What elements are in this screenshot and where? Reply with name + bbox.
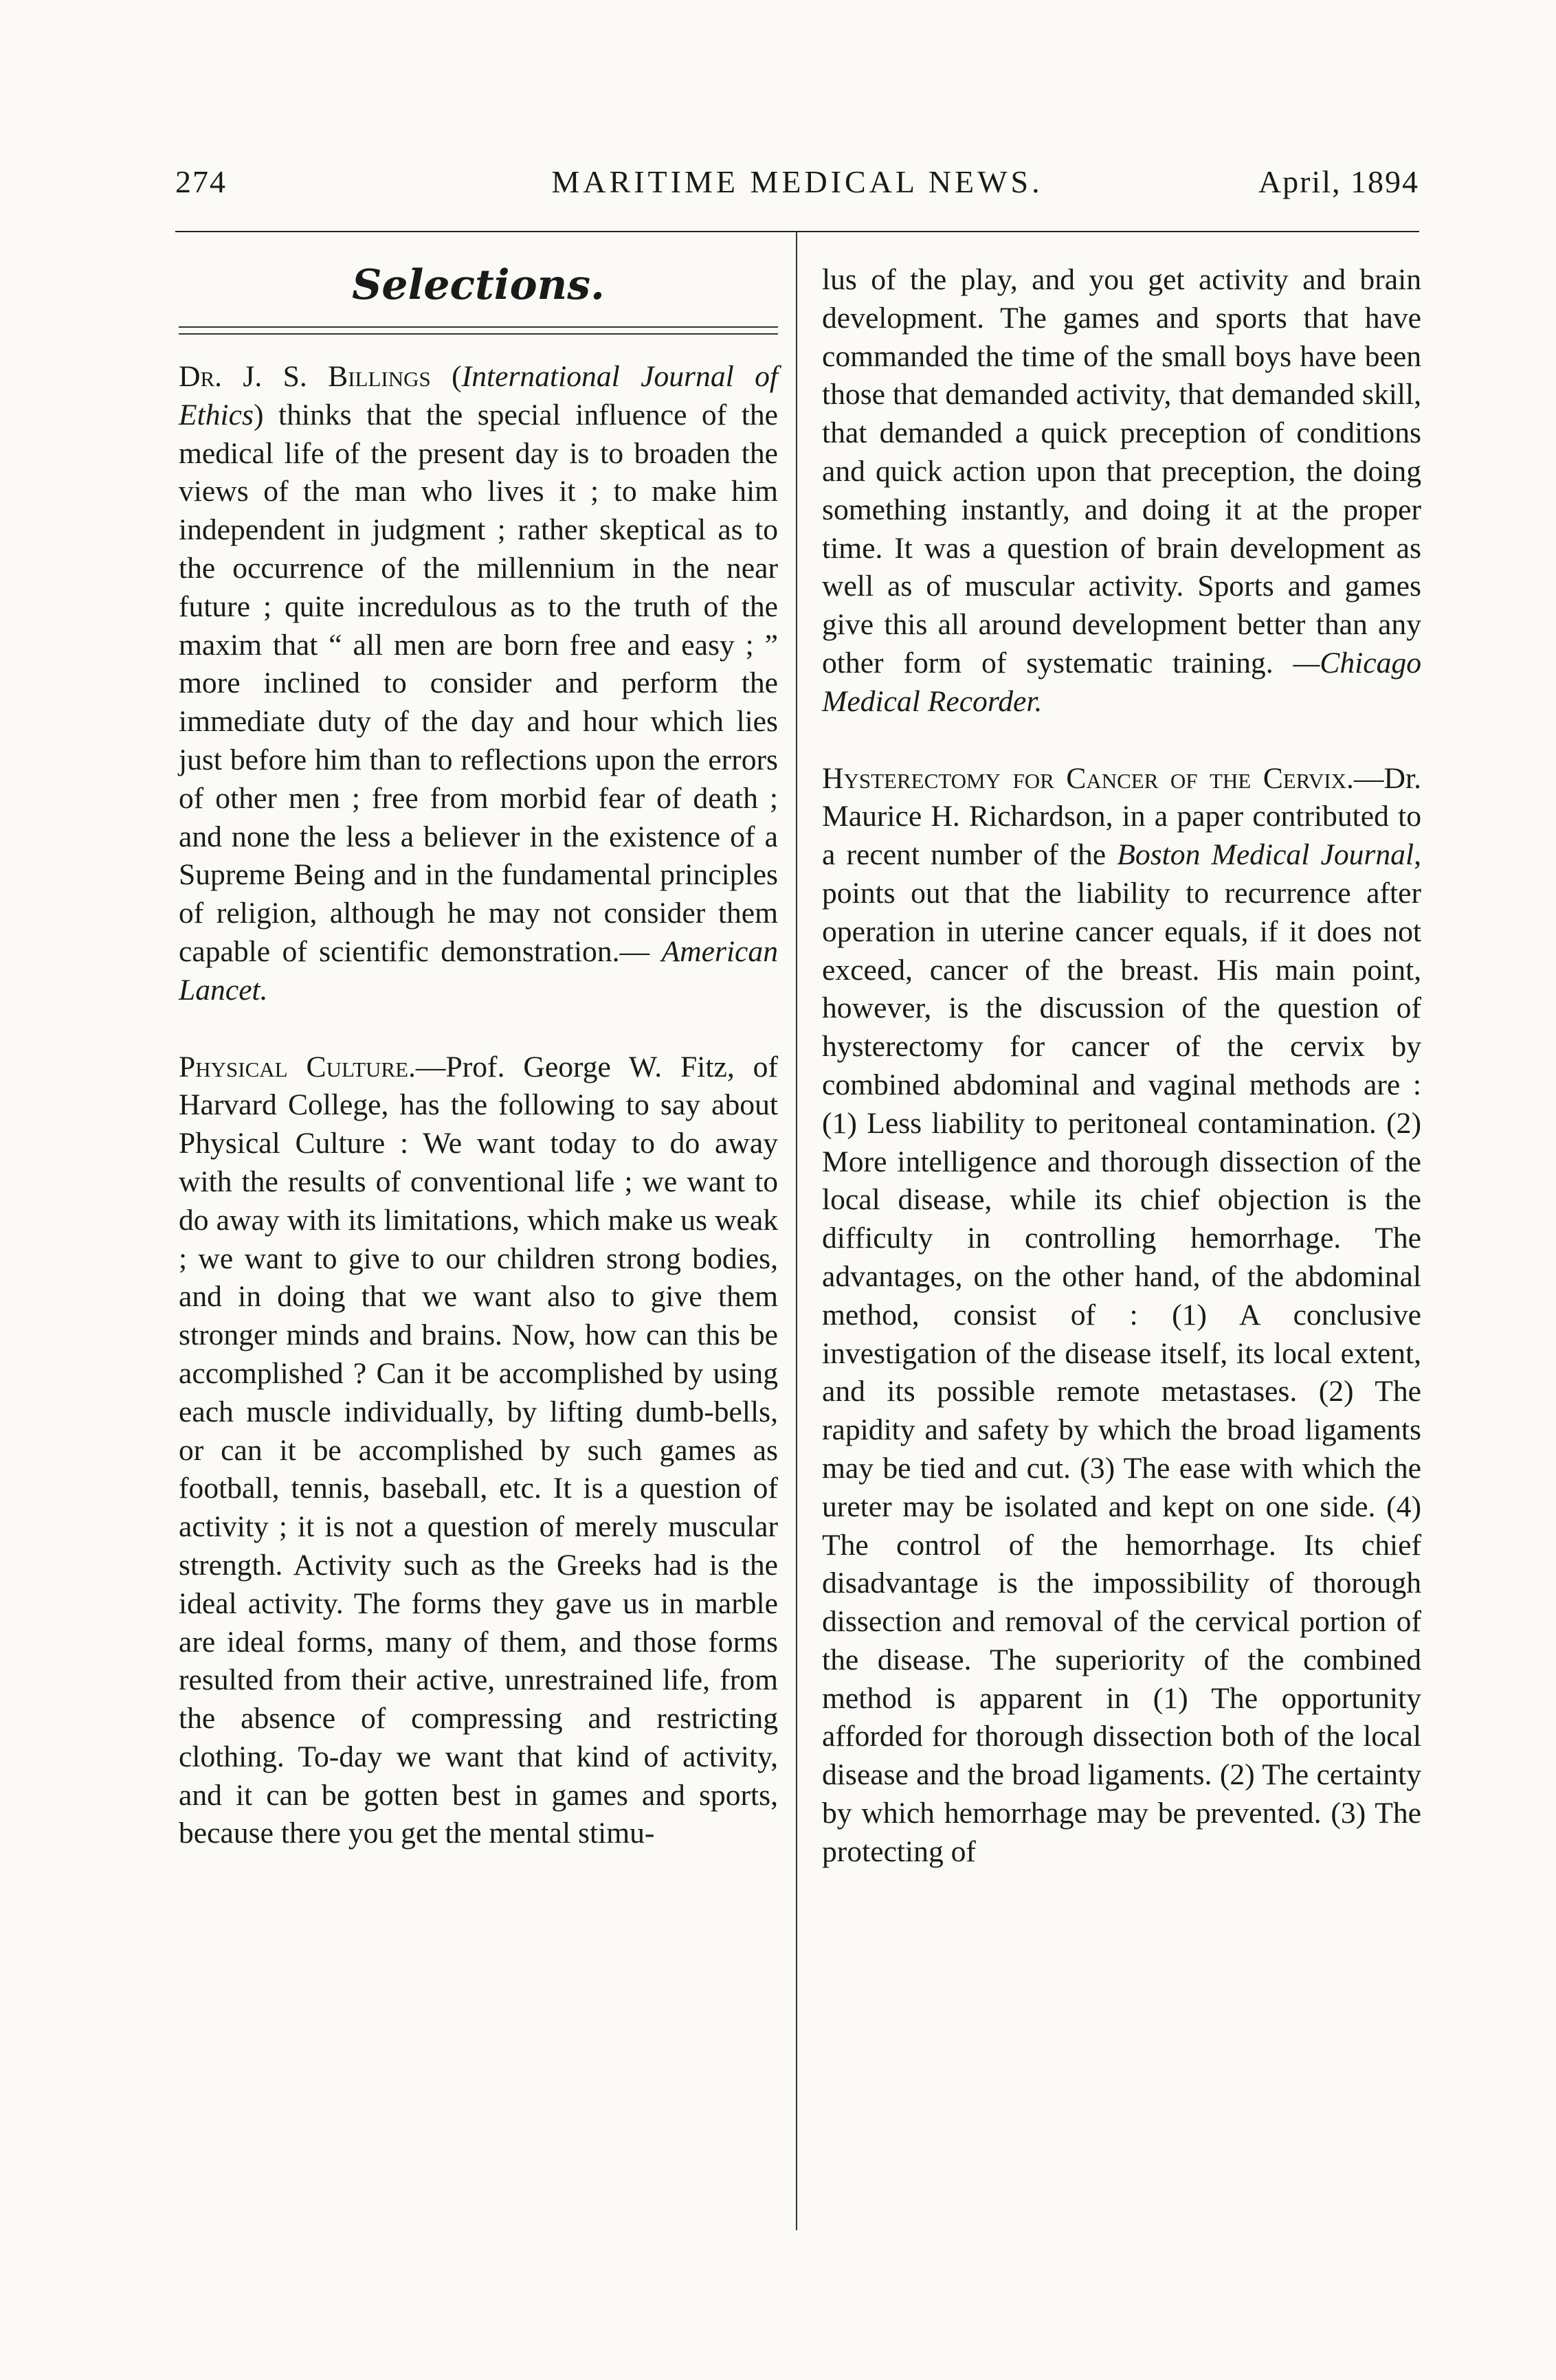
article-author: Dr. J. S. Billings (179, 360, 431, 393)
left-column (179, 258, 778, 1853)
header-rule (175, 231, 1419, 232)
article-source: International Journal of Ethics (179, 360, 778, 431)
running-header (175, 164, 1419, 212)
section-title: Selections. (352, 261, 605, 309)
article-physical-culture-continued (822, 261, 1421, 721)
article-heading: Physical Culture. (179, 1050, 416, 1084)
article-billings (179, 358, 778, 1010)
article-body-a: —Dr. Maurice H. Richardson, in a paper contributed to a recent number of the (822, 761, 1421, 872)
article-heading: Hysterectomy for Cancer of the Cervix. (822, 761, 1354, 795)
article-body: —Prof. George W. Fitz, of Harvard College, has the following to say about Physical Culture : We want today to do away with the results of conventional life ; we want to do away with its limitations, which make us weak ; we want to give to our children strong bodies, and in doing that we want also to give them stronger minds and brains. Now, how can this be accomplished ? Can it be accomplished by using each muscle individually, by lifting dumb-bells, or can it be accomplished by such games as football, tennis, baseball, etc. It is a question of activity ; it is not a question of merely muscular strength. Activity such as the Greeks had is the ideal activity. The forms they gave us in marble are ideal forms, many of them, and those forms resulted from their active, unrestrained life, from the absence of compressing and restricting clothing. To-day we want that kind of activity, and it can be gotten best in games and sports, because there you get the mental stimu- (179, 1050, 778, 1850)
article-body: ) thinks that the special influence of the medical life of the present day is to broaden the views of the man who lives it ; to make him independent in judgment ; rather skeptical as to the occurrence of the millennium in the near future ; quite incredulous as to the truth of the maxim that “ all men are born free and easy ; ” more inclined to consider and perform the immediate duty of the day and hour which lies just before him than to reflections upon the errors of other men ; free from morbid fear of death ; and none the less a believer in the existence of a Supreme Being and in the fundamental principles of religion, although he may not consider them capable of scientific demonstration.— (179, 398, 778, 968)
right-column (822, 261, 1421, 1872)
issue-date: April, 1894 (1258, 164, 1419, 199)
column-divider (796, 231, 797, 2230)
article-physical-culture (179, 1048, 778, 1854)
article-source-open: ( (452, 360, 462, 393)
article-body-b: , points out that the liability to recurrence after operation in uterine cancer equals, if it does not exceed, cancer of the breast. His main point, however, is the discussion of the question of hysterectomy for cancer of the cervix by combined abdominal and vaginal methods are : (1) Less liability to peritoneal contamination. (2) More intelligence and thorough dissection of the local disease, while its chief objection is the difficulty in controlling hemorrhage. The advantages, on the other hand, of the abdominal method, consist of : (1) A conclusive investigation of the disease itself, its local extent, and its possible remote metastases. (2) The rapidity and safety by which the broad ligaments may be tied and cut. (3) The ease with which the ureter may be isolated and kept on one side. (4) The control of the hemorrhage. Its chief disadvantage is the impossibility of thorough dissection and removal of the cervical portion of the disease. The superiority of the combined method is apparent in (1) The opportunity afforded for thorough dissection both of the local disease and the broad ligaments. (2) The certainty by which hemorrhage may be prevented. (3) The protecting of (822, 838, 1421, 1868)
article-source: Boston Medical Journal (1117, 838, 1414, 872)
article-body: lus of the play, and you get activity and brain development. The games and sports that have commanded the time of the small boys have been those that demanded activity, that demanded skill, that demanded a quick preception of conditions and quick action upon that preception, the doing something instantly, and doing it at the proper time. It was a question of brain development as well as of muscular activity. Sports and games give this all around development better than any other form of systematic training. (822, 263, 1421, 680)
section-title-rule (179, 326, 778, 335)
article-citation: American Lancet. (179, 934, 778, 1007)
article-hysterectomy (822, 760, 1421, 1872)
page-number: 274 (175, 164, 227, 199)
article-citation: —Chicago Medical Recorder. (822, 646, 1421, 718)
journal-title: MARITIME MEDICAL NEWS. (551, 164, 1043, 199)
